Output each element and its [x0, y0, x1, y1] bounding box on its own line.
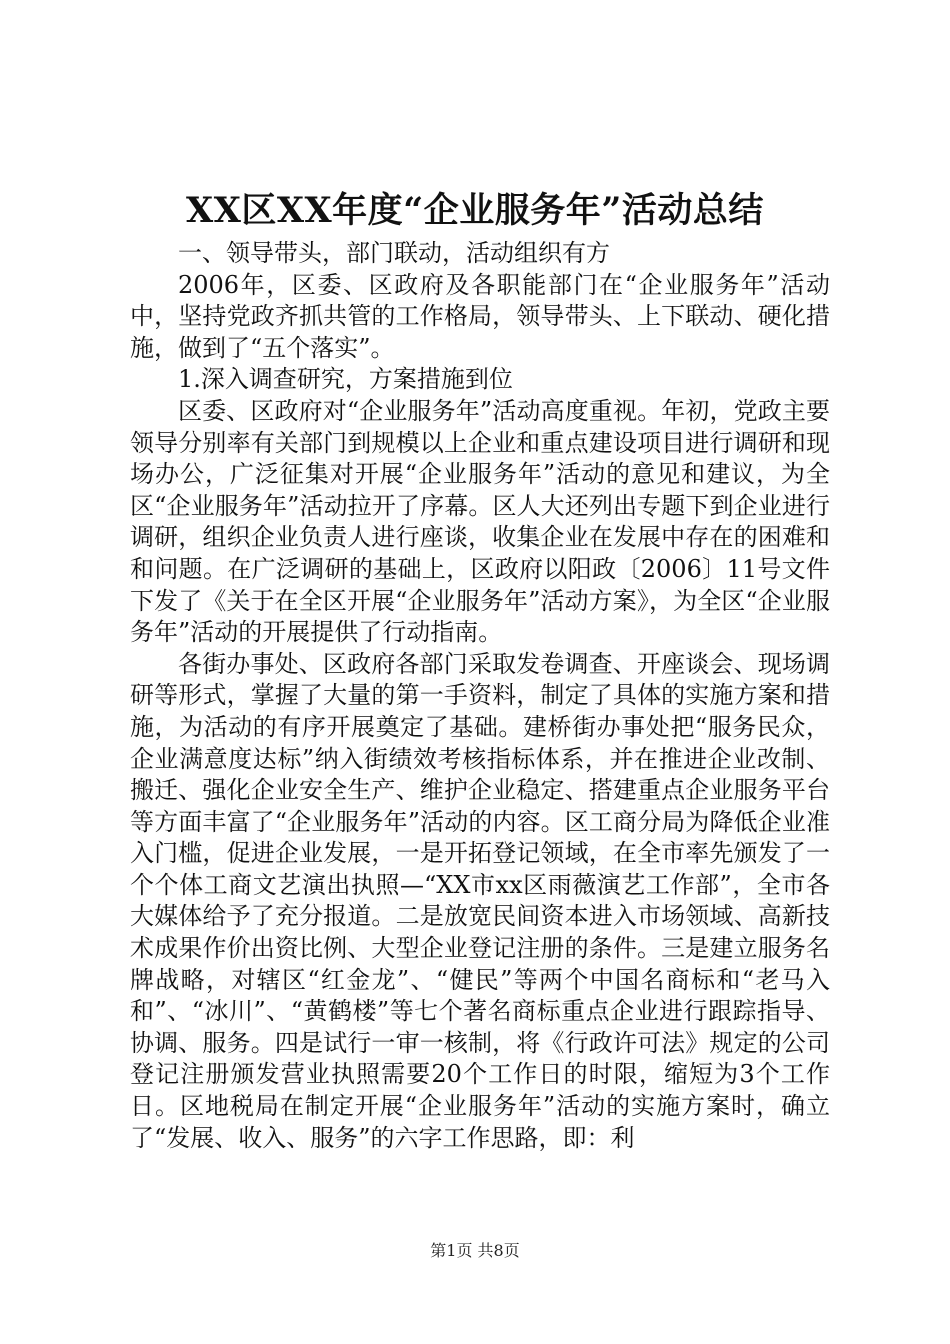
subsection-heading: 1.深入调查研究，方案措施到位: [178, 365, 513, 394]
document-title: XX区XX年度“企业服务年”活动总结: [186, 190, 764, 231]
document-body: [130, 238, 830, 1154]
section-heading: 一、领导带头，部门联动，活动组织有方: [178, 239, 610, 267]
paragraph: 2006年，区委、区政府及各职能部门在“企业服务年”活动中，坚持党政齐抓共管的工作格局，领导带头、上下联动、硬化措施，做到了“五个落实”。: [130, 270, 830, 362]
page-footer: 第1页 共8页: [430, 1241, 520, 1260]
paragraph: 区委、区政府对“企业服务年”活动高度重视。年初，党政主要领导分别率有关部门到规模以上企业和重点建设项目进行调研和现场办公，广泛征集对开展“企业服务年”活动的意见和建议，为全区“企业服务年”活动拉开了序幕。区人大还列出专题下到企业进行调研，组织企业负责人进行座谈，收集企业在发展中存在的困难和和问题。在广泛调研的基础上，区政府以阳政〔2006〕11号文件下发了《关于在全区开展“企业服务年”活动方案》，为全区“企业服务年”活动的开展提供了行动指南。: [130, 396, 830, 647]
paragraph: 各街办事处、区政府各部门采取发卷调查、开座谈会、现场调研等形式，掌握了大量的第一手资料，制定了具体的实施方案和措施，为活动的有序开展奠定了基础。建桥街办事处把“服务民众，企业满意度达标”纳入街绩效考核指标体系，并在推进企业改制、搬迁、强化企业安全生产、维护企业稳定、搭建重点企业服务平台等方面丰富了“企业服务年”活动的内容。区工商分局为降低企业准入门槛，促进企业发展，一是开拓登记领域，在全市率先颁发了一个个体工商文艺演出执照—“XX市xx区雨薇演艺工作部”，全市各大媒体给予了充分报道。二是放宽民间资本进入市场领域、高新技术成果作价出资比例、大型企业登记注册的条件。三是建立服务名牌战略，对辖区“红金龙”、“健民”等两个中国名商标和“老马入和”、“冰川”、“黄鹤楼”等七个著名商标重点企业进行跟踪指导、协调、服务。四是试行一审一核制，将《行政许可法》规定的公司登记注册颁发营业执照需要20个工作日的时限，缩短为3个工作日。区地税局在制定开展“企业服务年”活动的实施方案时，确立了“发展、收入、服务”的六字工作思路，即：利: [130, 649, 830, 1152]
